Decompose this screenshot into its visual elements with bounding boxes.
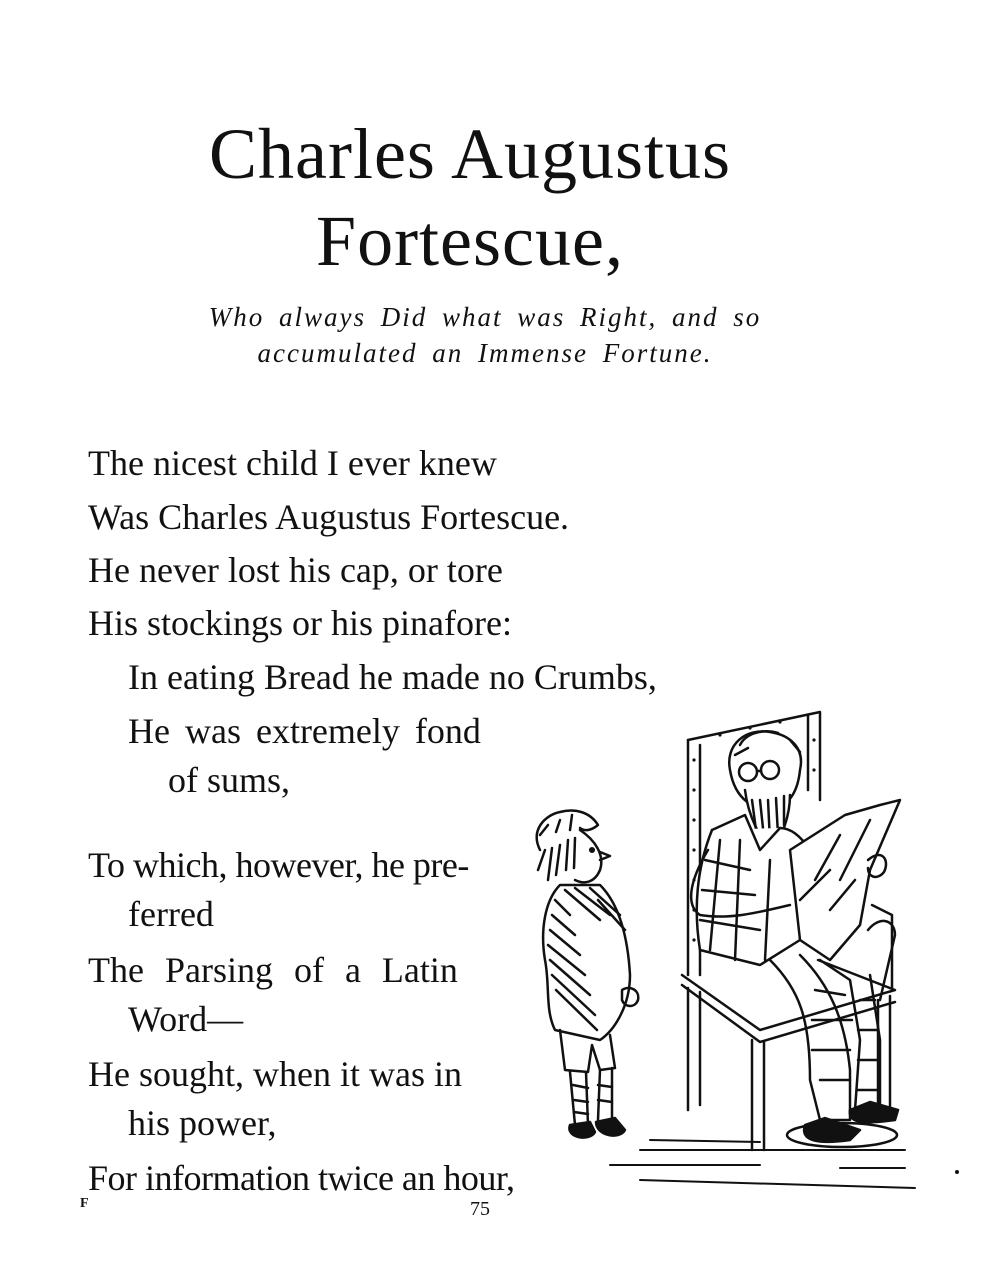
title-line-2: Fortescue, [316, 201, 624, 281]
verse-line: of sums, [168, 760, 291, 800]
subtitle-line-1: Who always Did what was Right, and so [208, 302, 762, 332]
signature-mark: F [80, 1196, 89, 1211]
page-number: 75 [470, 1198, 490, 1220]
verse-line: He sought, when it was in [88, 1054, 462, 1094]
title-line-1: Charles Augustus [208, 114, 731, 194]
verse-line: Word— [128, 999, 244, 1039]
verse-line: The Parsing of a Latin [88, 950, 458, 990]
subtitle-line-2: accumulated an Immense Fortune. [257, 338, 713, 368]
verse-line: His stockings or his pinafore: [88, 603, 512, 643]
verse-line: his power, [128, 1103, 277, 1143]
man [691, 731, 900, 1147]
verse-line: Was Charles Augustus Fortescue. [88, 497, 570, 537]
verse-line: ferred [128, 894, 214, 934]
verse-line: In eating Bread he made no Crumbs, [128, 657, 657, 697]
verse-line: To which, however, he pre- [88, 845, 469, 885]
ground-lines [610, 1140, 915, 1188]
verse-line: The nicest child I ever knew [88, 443, 497, 483]
verse-line: He never lost his cap, or tore [88, 550, 503, 590]
boy [537, 811, 638, 1138]
illustration [530, 700, 960, 1195]
verse-line: He was extremely fond [128, 711, 481, 751]
verse-line: For information twice an hour, [88, 1158, 515, 1198]
